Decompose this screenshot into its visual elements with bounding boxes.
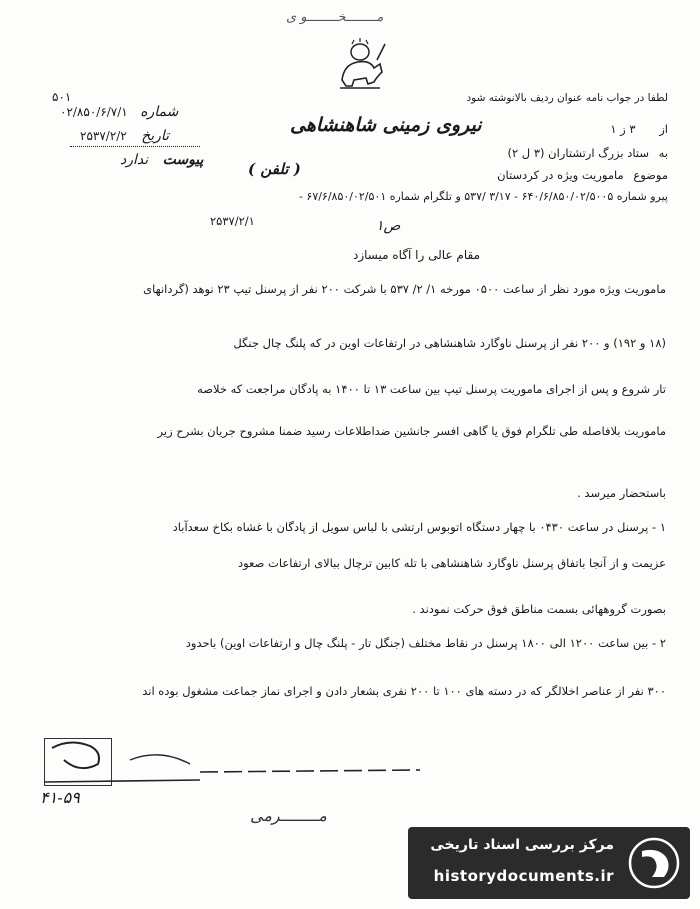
body-line-2: (۱۸ و ۱۹۲) و ۲۰۰ نفر از پرسنل ناوگارد شاهنشاهی در ارتفاعات اوین در که پلنگ چال جنگل — [233, 336, 666, 350]
number-label: شماره — [140, 104, 179, 120]
date-label: تاریخ — [141, 128, 170, 144]
attachment-row — [120, 152, 203, 168]
to-label: به — [658, 146, 668, 160]
body-line-8: بصورت گروههائی بسمت مناطق فوق حرکت نمودند . — [412, 602, 666, 616]
body-line-10: ۳۰۰ نفر از عناصر اخلالگر که در دسته های ۱۰۰ تا ۲۰۰ نفری بشعار دادن و اجرای نماز جماعت مشغول بوده اند — [142, 684, 666, 698]
number-value: ۰۲/۸۵۰/۶/۷/۱ — [60, 105, 128, 119]
lion-and-sun-emblem — [330, 38, 390, 94]
number-row — [60, 104, 178, 120]
to-row — [507, 146, 668, 160]
margin-note-number: ۴۱-۵۹ — [40, 788, 80, 807]
reply-instruction: لطفا در جواب نامه عنوان ردیف بالانوشته شود — [466, 92, 668, 104]
body-line-6: ۱ - پرسنل در ساعت ۰۴۳۰ با چهار دستگاه اتوبوس ارتشی با لباس سویل از پادگان با غشاه بکاخ سعدآباد — [172, 520, 666, 534]
to-value: ستاد بزرگ ارتشتاران (۳ ل ۲) — [507, 146, 649, 160]
cc-mark: ص۱ — [376, 218, 401, 234]
subject-value: ماموریت ویژه در کردستان — [497, 168, 624, 182]
top-classification-stamp: مــــــــخــــــــو ی — [286, 10, 384, 25]
bottom-classification-stamp: مــــــــرمی — [250, 806, 327, 825]
attachment-label: پیوست — [162, 152, 204, 168]
archive-url: historydocuments.ir — [433, 867, 614, 885]
subject-row — [497, 168, 668, 182]
body-line-3: تار شروع و پس از اجرای ماموریت پرسنل تیپ بین ساعت ۱۳ تا ۱۴۰۰ به پادگان مراجعت که خلاصه — [197, 382, 666, 396]
from-row — [610, 122, 668, 136]
subject-label: موضوع — [633, 168, 668, 182]
body-line-7: عزیمت و از آنجا باتفاق پرسنل ناوگارد شاهنشاهی با تله کابین ترچال ببالای ارتفاعات صعود — [237, 556, 666, 570]
archive-watermark — [408, 827, 690, 899]
from-label: از — [659, 122, 668, 136]
page-number: ۵۰۱ — [52, 90, 72, 104]
reference-date: ۲۵۳۷/۲/۱ — [210, 214, 255, 228]
body-line-5: باستحضار میرسد . — [577, 486, 666, 500]
salutation: مقام عالی را آگاه میسازد — [353, 248, 480, 262]
body-line-4: ماموریت بلافاصله طی تلگرام فوق یا گاهی افسر جانشین ضداطلاعات رسید ضمنا مشروح جریان بشرح زیر — [157, 424, 666, 438]
from-value: ۳ ز ۱ — [610, 122, 636, 136]
attachment-value: ندارد — [120, 152, 149, 168]
reference-line: پیرو شماره ۶۴۰/۶/۸۵۰/۰۲/۵۰۰۵ - ۳/۱۷ /۵۳۷ و تلگرام شماره ۶۷/۶/۸۵۰/۰۲/۵۰۱ - — [298, 190, 668, 203]
body-line-1: ماموریت ویژه مورد نظر از ساعت ۰۵۰۰ مورخه ۱/ ۲/ ۵۳۷ با شرکت ۲۰۰ نفر از پرسنل تیپ ۲۳ نوهد (گردانهای — [143, 282, 666, 296]
telephone-note: ( تلفن ) — [248, 160, 301, 178]
body-line-9: ۲ - بین ساعت ۱۲۰۰ الی ۱۸۰۰ پرسنل در نقاط مختلف (جنگل تار - پلنگ چال و ارتفاعات اوین) باحدود — [185, 636, 666, 650]
date-row — [80, 128, 169, 144]
archive-logo-icon — [628, 837, 680, 889]
date-value: ۲۵۳۷/۲/۲ — [80, 129, 127, 143]
organization-title: نیروی زمینی شاهنشاهی — [290, 114, 482, 136]
archive-name: مرکز بررسی اسناد تاریخی — [430, 837, 614, 853]
